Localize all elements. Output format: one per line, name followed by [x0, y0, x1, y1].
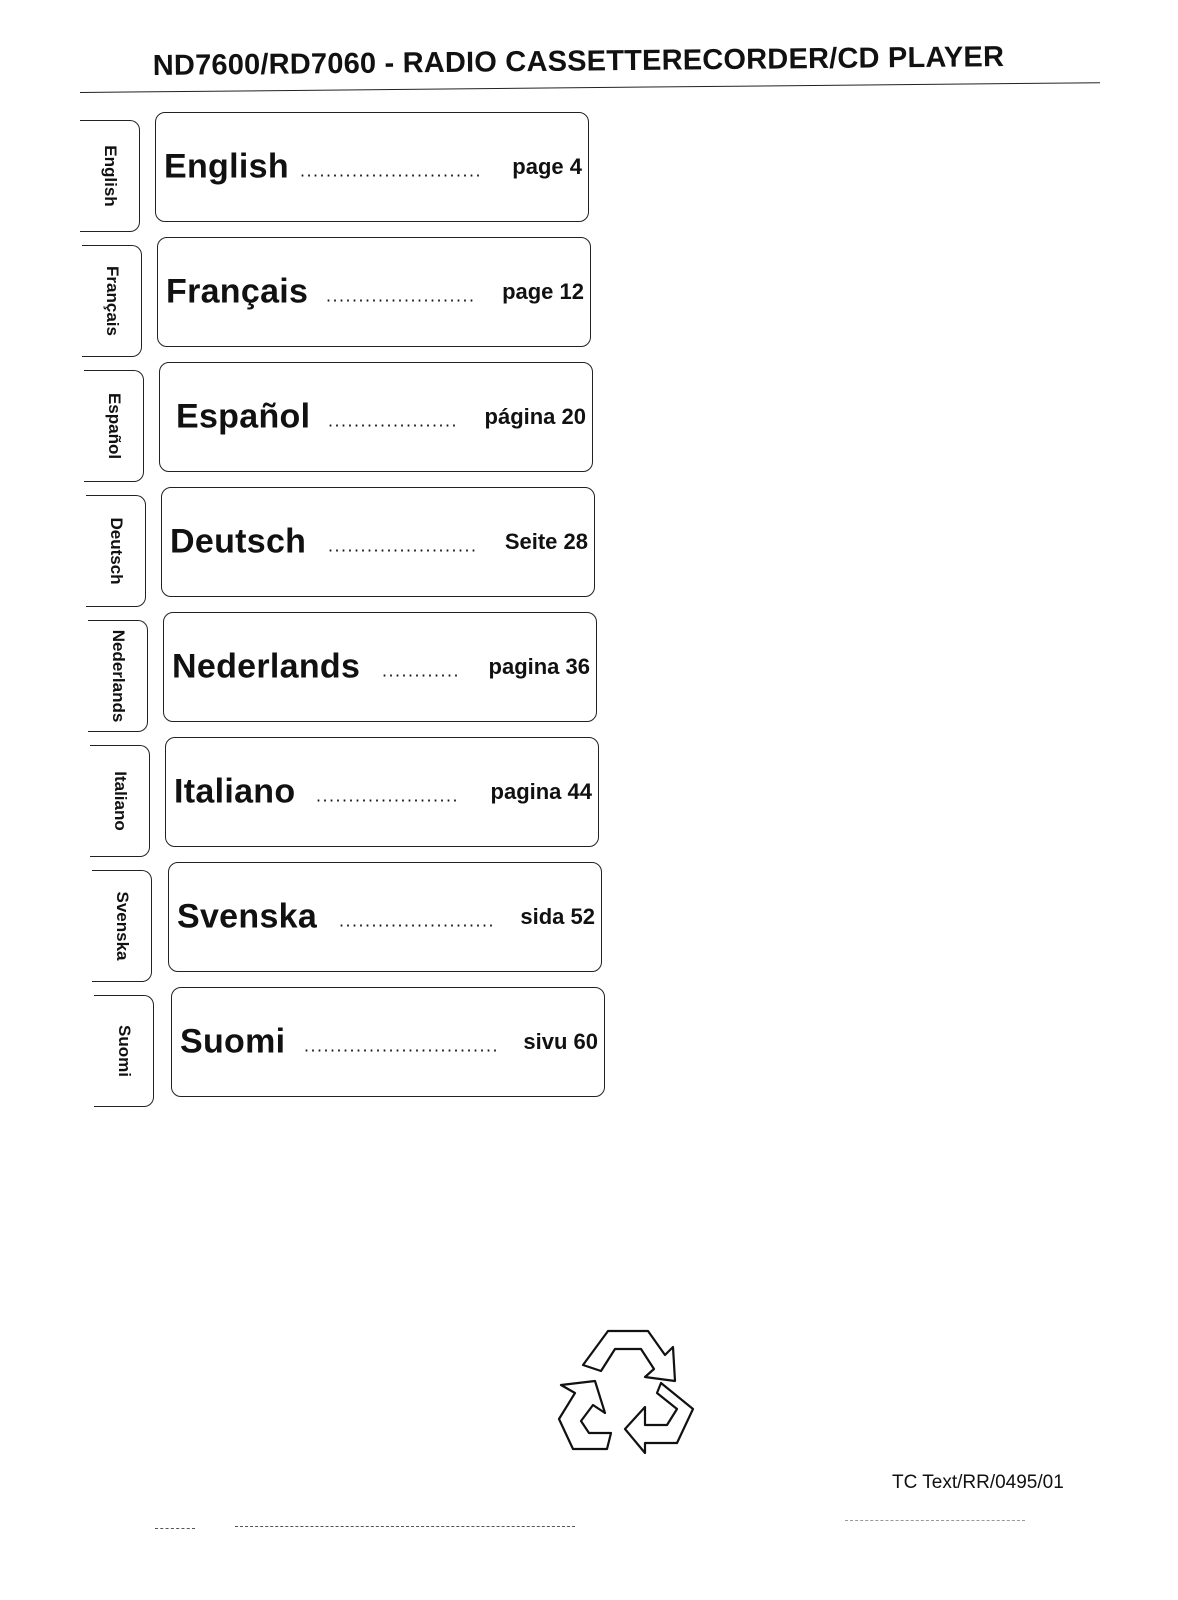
page-reference: Seite 28	[504, 529, 588, 554]
tab-label: Español	[104, 392, 124, 460]
tab-svenska[interactable]	[92, 870, 152, 982]
leader-dots: ....................	[328, 410, 459, 431]
scan-artifact	[155, 1528, 195, 1529]
leader-dots: ........................	[339, 910, 496, 931]
leader-dots: ............................	[300, 160, 483, 181]
recycle-icon	[553, 1325, 703, 1473]
tab-english[interactable]	[80, 120, 140, 232]
page-reference: página 20	[484, 404, 586, 429]
leader-dots: ............	[382, 660, 461, 681]
tab-label: Italiano	[110, 771, 130, 831]
entry-suomi[interactable]	[171, 987, 605, 1097]
tab-espanol[interactable]	[84, 370, 144, 482]
scan-artifact	[235, 1526, 575, 1527]
tab-label: Français	[102, 266, 122, 336]
tab-nederlands[interactable]	[88, 620, 148, 732]
leader-dots: ......................	[316, 785, 460, 806]
entry-svenska[interactable]	[168, 862, 602, 972]
tab-label: Deutsch	[106, 517, 126, 585]
title-rule	[80, 82, 1100, 93]
scan-artifact	[845, 1520, 1025, 1521]
page-reference: sida 52	[520, 904, 595, 929]
page-reference: page 4	[512, 154, 582, 179]
language-name: English	[164, 147, 289, 186]
document-reference: TC Text/RR/0495/01	[892, 1472, 1064, 1493]
entry-english[interactable]	[155, 112, 589, 222]
tab-francais[interactable]	[82, 245, 142, 357]
entry-francais[interactable]	[157, 237, 591, 347]
page-reference: page 12	[502, 279, 584, 304]
entry-deutsch[interactable]	[161, 487, 595, 597]
language-name: Français	[166, 272, 309, 311]
leader-dots: .......................	[326, 285, 476, 306]
tab-label: Suomi	[114, 1025, 134, 1077]
tab-deutsch[interactable]	[86, 495, 146, 607]
page-reference: pagina 44	[490, 779, 592, 804]
entry-espanol[interactable]	[159, 362, 593, 472]
page-reference: sivu 60	[523, 1029, 598, 1054]
tab-italiano[interactable]	[90, 745, 150, 857]
language-name: Deutsch	[170, 522, 307, 561]
entry-italiano[interactable]	[165, 737, 599, 847]
page-title: ND7600/RD7060 - RADIO CASSETTERECORDER/CD PLAYER	[152, 41, 1005, 83]
entry-nederlands[interactable]	[163, 612, 597, 722]
language-name: Suomi	[180, 1022, 286, 1061]
tab-label: Svenska	[112, 891, 132, 961]
language-name: Italiano	[174, 772, 296, 811]
tab-label: Nederlands	[108, 629, 128, 723]
leader-dots: ..............................	[304, 1035, 500, 1056]
tab-label: English	[100, 145, 120, 207]
page-reference: pagina 36	[488, 654, 590, 679]
language-name: Svenska	[177, 897, 318, 936]
leader-dots: .......................	[328, 535, 478, 556]
language-name: Nederlands	[172, 647, 361, 686]
language-name: Español	[176, 397, 311, 436]
tab-suomi[interactable]	[94, 995, 154, 1107]
